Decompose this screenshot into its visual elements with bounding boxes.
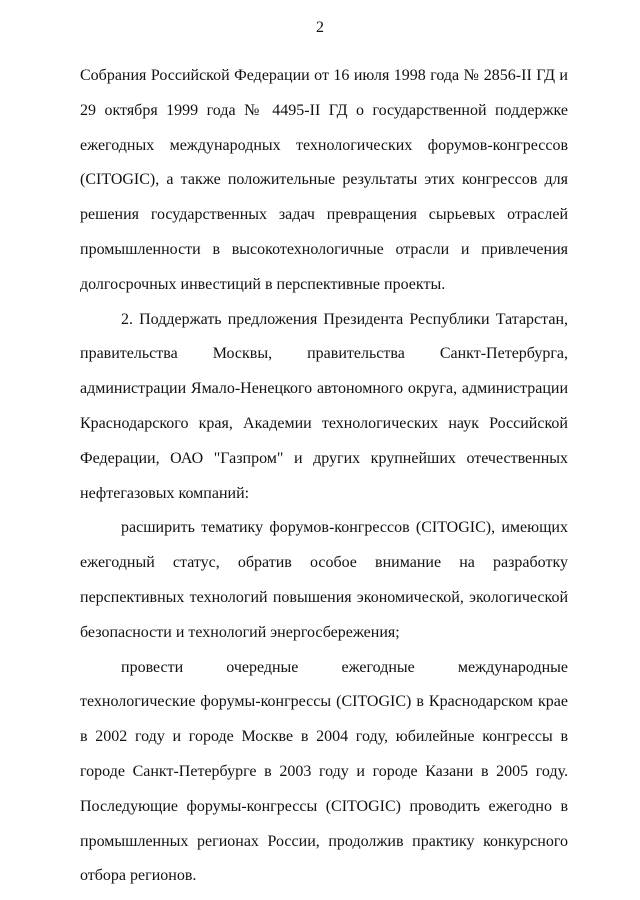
page-number: 2 xyxy=(316,19,324,36)
paragraph-expand-topics: расширить тематику форумов-конгрессов (CITOGIC), имеющих ежегодный статус, обратив особое внимание на разработку перспективных технологий повышения экономической, экологической безопасности и технологий энергосбережения; xyxy=(80,519,568,641)
paragraph-item-2: 2. Поддержать предложения Президента Республики Татарстан, правительства Москвы, правительства Санкт-Петербурга, администрации Ямало-Ненецкого автономного округа, администрации Краснодарского края, Академии технологических наук Российской Федерации, ОАО "Газпром" и других крупнейших отечественных нефтегазовых компаний: xyxy=(80,310,568,502)
paragraph-hold-congresses: провести очередные ежегодные международные технологические форумы-конгрессы (CITOGIC) в Краснодарском крае в 2002 году и городе Москве в 2004 году, юбилейные конгрессы в городе Санкт-Петербурге в 2003 году и городе Казани в 2005 году. Последующие форумы-конгрессы (CITOGIC) проводить ежегодно в промышленных регионах России, продолжив практику конкурсного отбора регионов. xyxy=(80,658,568,885)
document-body xyxy=(80,59,568,894)
paragraph-continuation: Собрания Российской Федерации от 16 июля 1998 года № 2856-II ГД и 29 октября 1999 года № 4495-II ГД о государственной поддержке ежегодных международных технологических форумов-конгрессов (CITOGIC), а также положительные результаты этих конгрессов для решения государственных задач превращения сырьевых отраслей промышленности в высокотехнологичные отрасли и привлечения долгосрочных инвестиций в перспективные проекты. xyxy=(80,67,568,293)
